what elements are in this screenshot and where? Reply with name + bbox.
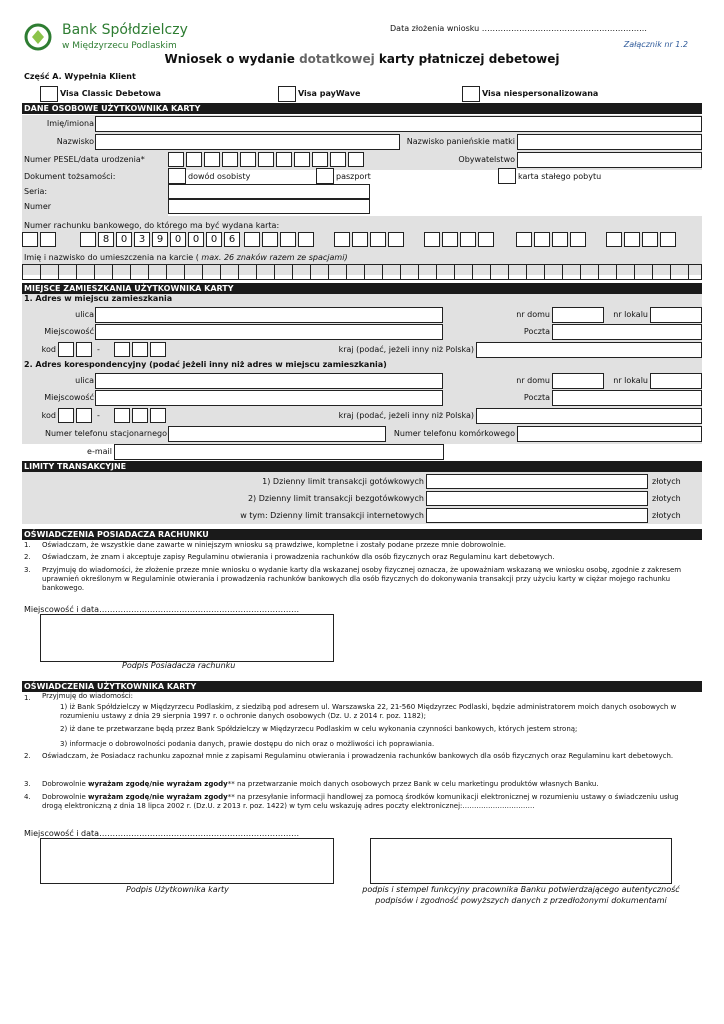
user-decl-2: Oświadczam, że Posiadacz rachunku zapoznał mnie z zapisami Regulaminu otwierania i prowadzenia rachunków bankowych dla osób fizycznych oraz Regulaminu kart debetowych.	[42, 752, 674, 760]
bank-city: w Międzyrzecu Podlaskim	[62, 41, 177, 51]
user-decl-sub-1: 1) iż Bank Spółdzielczy w Międzyrzecu Podlaskim, z siedzibą pod adresem ul. Warszawska 22, 21-560 Międzyrzec Podlaski, będzie administratorem moich danych osobowych w rozumieniu ustawy z dnia 29 sierpnia 1997 r. o ochronie danych osobowych (Dz. U. z 2014 r. poz. 1182);	[60, 703, 677, 720]
house2-label: nr domu	[516, 376, 550, 385]
account-number-cells[interactable]: 8 0 3 9 0 0 0 6	[22, 232, 702, 248]
personal-data-bar: DANE OSOBOWE UŻYTKOWNIKA KARTY	[22, 103, 702, 114]
first-name-input[interactable]	[95, 116, 702, 132]
code2-cell[interactable]	[76, 408, 92, 423]
mobile-label: Numer telefonu komórkowego	[393, 429, 515, 438]
house2-input[interactable]	[552, 373, 604, 389]
city2-input[interactable]	[95, 390, 443, 406]
user-decl-num-1: 1.	[24, 694, 31, 702]
street-label: ulica	[75, 310, 94, 319]
code-dash: -	[97, 345, 100, 354]
user-decl-num-4: 4.	[24, 793, 31, 801]
code2-cell[interactable]	[132, 408, 148, 423]
user-decl-num-2: 2.	[24, 752, 31, 760]
email-input[interactable]	[114, 444, 444, 460]
visa-paywave-label: Visa payWave	[298, 89, 361, 98]
bank-signature-label-1: podpis i stempel funkcyjny pracownika Banku potwierdzającego autentyczność	[362, 885, 680, 894]
visa-nonpersonal-label: Visa niespersonalizowana	[482, 89, 599, 98]
bank-logo-icon	[22, 22, 62, 52]
holder-decl-bar: OŚWIADCZENIA POSIADACZA RACHUNKU	[22, 529, 702, 540]
maiden-name-input[interactable]	[517, 134, 702, 150]
code-label: kod	[41, 345, 56, 354]
city2-label: Miejscowość	[44, 393, 94, 402]
maiden-name-label: Nazwisko panieńskie matki	[406, 137, 515, 146]
address1-header: 1. Adres w miejscu zamieszkania	[24, 294, 173, 303]
pesel-cells[interactable]	[168, 152, 368, 168]
flat-label: nr lokalu	[613, 310, 648, 319]
limit-cash-label: 1) Dzienny limit transakcji gotówkowych	[262, 477, 424, 486]
holder-decl-num-1: 1.	[24, 541, 31, 549]
passport-label: paszport	[336, 172, 371, 181]
holder-decl-1: Oświadczam, że wszystkie dane zawarte w niniejszym wniosku są prawdziwe, kompletne i zostały podane przeze mnie dobrowolnie.	[42, 541, 507, 549]
street-input[interactable]	[95, 307, 443, 323]
code-cell[interactable]	[114, 342, 130, 357]
user-decl-4: Dobrowolnie wyrażam zgodę/nie wyrażam zgody** na przesyłanie informacji handlowej za pomocą środków komunikacji elektronicznej w rozumieniu ustawy o świadczeniu usług drogą elektroniczną z dnia 18 lipca 2002 r. (Dz.U. z 2013 r. poz. 1422) w tym celu wskazuję adres poczty elektronicznej:……………….…………	[42, 793, 679, 810]
city-input[interactable]	[95, 324, 443, 340]
user-decl-bar: OŚWIADCZENIA UŻYTKOWNIKA KARTY	[22, 681, 702, 692]
code2-cell[interactable]	[58, 408, 74, 423]
code-cell[interactable]	[58, 342, 74, 357]
house-label: nr domu	[516, 310, 550, 319]
limits-bar: LIMITY TRANSAKCYJNE	[22, 461, 702, 472]
page-title: Wniosek o wydanie dotatkowej karty płatniczej debetowej	[164, 52, 560, 66]
country2-label: kraj (podać, jeżeli inny niż Polska)	[338, 411, 474, 420]
first-name-label: Imię/imiona	[46, 119, 94, 128]
limit-cash-unit: złotych	[652, 477, 681, 486]
post-label: Poczta	[523, 327, 550, 336]
citizenship-label: Obywatelstwo	[458, 155, 515, 164]
user-signature-box[interactable]	[40, 838, 334, 884]
code2-label: kod	[41, 411, 56, 420]
citizenship-input[interactable]	[517, 152, 702, 168]
series-input[interactable]	[168, 184, 370, 199]
bank-name: Bank Spółdzielczy	[62, 22, 188, 38]
id-card-checkbox[interactable]	[168, 168, 186, 184]
flat2-input[interactable]	[650, 373, 702, 389]
id-doc-label: Dokument tożsamości:	[24, 172, 116, 181]
section-a-label: Część A. Wypełnia Klient	[24, 72, 136, 81]
holder-signature-box[interactable]	[40, 614, 334, 662]
visa-nonpersonal-checkbox[interactable]	[462, 86, 480, 102]
email-label: e-mail	[87, 447, 112, 456]
user-decl-sub-3: 3) informacje o dobrowolności podania danych, prawie dostępu do nich oraz o możliwości ich poprawiania.	[60, 740, 435, 748]
limit-cash-input[interactable]	[426, 474, 648, 489]
bank-logo	[22, 22, 188, 54]
user-decl-sub-2: 2) iż dane te przetwarzane będą przez Bank Spółdzielczy w Międzyrzecu Podlaskim w celu wykonania czynności bankowych, których jestem stroną;	[60, 725, 578, 733]
code-cell[interactable]	[150, 342, 166, 357]
date-label: Data złożenia wniosku ……………………………………………………..	[390, 24, 647, 33]
passport-checkbox[interactable]	[316, 168, 334, 184]
bank-signature-box[interactable]	[370, 838, 672, 884]
post2-label: Poczta	[523, 393, 550, 402]
visa-classic-checkbox[interactable]	[40, 86, 58, 102]
holder-signature-label: Podpis Posiadacza rachunku	[122, 661, 236, 670]
code2-dash: -	[97, 411, 100, 420]
limit-cashless-input[interactable]	[426, 491, 648, 506]
country-input[interactable]	[476, 342, 702, 358]
last-name-input[interactable]	[95, 134, 400, 150]
limit-internet-input[interactable]	[426, 508, 648, 523]
holder-decl-3: Przyjmuję do wiadomości, że złożenie przeze mnie wniosku o wydanie karty dla wskazanej osoby fizycznej oznacza, że upoważniam wskazaną we wniosku osobę, zgodnie z zakresem uprawnień określonym w Regulaminie otwierania i prowadzenia rachunków bankowych dla osób fizycznych do dokonywania transakcji przy użyciu karty w ciężar mojego rachunku bankowego.	[42, 566, 682, 592]
account-label: Numer rachunku bankowego, do którego ma być wydana karta:	[24, 221, 280, 230]
bank-signature-label-2: podpisów i zgodność powyższych danych z przedłożonymi dokumentami	[375, 896, 667, 905]
series-label: Seria:	[24, 187, 48, 196]
limit-cashless-label: 2) Dzienny limit transakcji bezgotówkowych	[247, 494, 424, 503]
holder-decl-num-2: 2.	[24, 553, 31, 561]
code2-cell[interactable]	[114, 408, 130, 423]
city-label: Miejscowość	[44, 327, 94, 336]
doc-number-label: Numer	[24, 202, 52, 211]
street2-label: ulica	[75, 376, 94, 385]
visa-paywave-checkbox[interactable]	[278, 86, 296, 102]
id-card-label: dowód osobisty	[188, 172, 251, 181]
visa-classic-label: Visa Classic Debetowa	[60, 89, 161, 98]
holder-decl-2: Oświadczam, że znam i akceptuje zapisy Regulaminu otwierania i prowadzenia rachunków dla osób fizycznych oraz Regulaminu kart debetowych.	[42, 553, 555, 561]
pesel-label: Numer PESEL/data urodzenia*	[24, 155, 145, 164]
flat2-label: nr lokalu	[613, 376, 648, 385]
user-decl-num-3: 3.	[24, 780, 31, 788]
user-signature-label: Podpis Użytkownika karty	[126, 885, 229, 894]
phone-label: Numer telefonu stacjonarnego	[44, 429, 167, 438]
country2-input[interactable]	[476, 408, 702, 424]
limit-cashless-unit: złotych	[652, 494, 681, 503]
mobile-input[interactable]	[517, 426, 702, 442]
address2-header: 2. Adres korespondencyjny (podać jeżeli inny niż adres w miejscu zamieszkania)	[24, 360, 387, 369]
address-bar: MIEJSCE ZAMIESZKANIA UŻYTKOWNIKA KARTY	[22, 283, 702, 294]
code-cell[interactable]	[76, 342, 92, 357]
user-decl-3: Dobrowolnie wyrażam zgodę/nie wyrażam zgody** na przetwarzanie moich danych osobowych przez Bank w celu marketingu produktów własnych Banku.	[42, 780, 599, 788]
residence-card-checkbox[interactable]	[498, 168, 516, 184]
house-input[interactable]	[552, 307, 604, 323]
holder-place-date: Miejscowość i data…………………………………………………………………	[24, 605, 300, 614]
limit-internet-label: w tym: Dzienny limit transakcji internetowych	[240, 511, 424, 520]
limit-internet-unit: złotych	[652, 511, 681, 520]
residence-card-label: karta stałego pobytu	[518, 172, 602, 181]
code2-cell[interactable]	[150, 408, 166, 423]
doc-number-input[interactable]	[168, 199, 370, 214]
street2-input[interactable]	[95, 373, 443, 389]
post2-input[interactable]	[552, 390, 702, 406]
phone-input[interactable]	[168, 426, 386, 442]
card-name-label: Imię i nazwisko do umieszczenia na karcie ( max. 26 znaków razem ze spacjami)	[24, 253, 348, 262]
post-input[interactable]	[552, 324, 702, 340]
holder-decl-num-3: 3.	[24, 566, 31, 574]
user-decl-intro: Przyjmuję do wiadomości:	[42, 692, 134, 700]
card-name-cells[interactable]	[22, 264, 702, 280]
last-name-label: Nazwisko	[56, 137, 94, 146]
user-place-date: Miejscowość i data…………………………………………………………………	[24, 829, 300, 838]
code-cell[interactable]	[132, 342, 148, 357]
flat-input[interactable]	[650, 307, 702, 323]
attachment-label: Załącznik nr 1.2	[623, 40, 688, 49]
country-label: kraj (podać, jeżeli inny niż Polska)	[338, 345, 474, 354]
